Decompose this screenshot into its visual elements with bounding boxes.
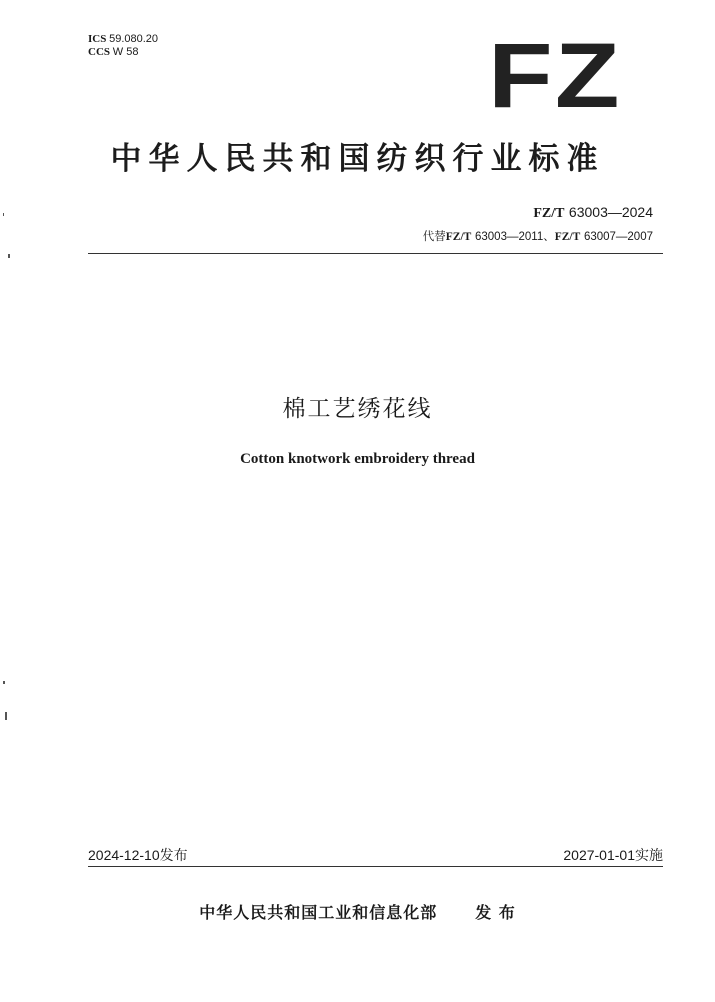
effective-date	[563, 845, 663, 865]
document-title-cn: 棉工艺绣花线	[282, 396, 433, 422]
ics-label: ICS	[88, 33, 107, 45]
replaces-item1-prefix: FZ/T	[445, 231, 472, 243]
scan-speck	[8, 254, 10, 258]
standard-code-prefix: FZ/T	[533, 206, 565, 221]
fz-logo: FZ	[488, 25, 622, 127]
replaces-item2-number: 63007—2007	[583, 231, 653, 243]
ics-line	[88, 33, 158, 46]
ccs-label: CCS	[88, 46, 111, 58]
standard-type-title: 中华人民共和国纺织行业标准	[110, 141, 605, 177]
issue-date	[88, 845, 188, 865]
standard-code	[533, 204, 653, 222]
document-title-en: Cotton knotwork embroidery thread	[240, 451, 475, 467]
issuer-row	[0, 900, 715, 923]
issuer-name: 中华人民共和国工业和信息化部	[199, 903, 438, 922]
standard-code-number: 63003—2024	[568, 204, 653, 220]
issuer-action: 发 布	[475, 903, 516, 922]
replaces-label: 代替	[422, 229, 446, 243]
issue-date-value: 2024-12-10	[88, 847, 160, 863]
ccs-value: W 58	[112, 46, 139, 58]
top-divider	[88, 253, 663, 254]
ccs-line	[88, 46, 138, 59]
replaces-separator: 、	[543, 229, 555, 243]
scan-speck	[5, 712, 7, 720]
effective-date-label: 实施	[635, 848, 663, 864]
replaces-item2-prefix: FZ/T	[554, 231, 581, 243]
replaces-line	[423, 228, 653, 244]
ics-value: 59.080.20	[109, 33, 159, 45]
issue-date-label: 发布	[159, 848, 188, 864]
scan-speck	[3, 681, 5, 684]
bottom-divider	[88, 866, 663, 867]
scan-speck	[3, 213, 4, 216]
replaces-item1-number: 63003—2011	[475, 231, 544, 243]
effective-date-value: 2027-01-01	[563, 847, 635, 863]
